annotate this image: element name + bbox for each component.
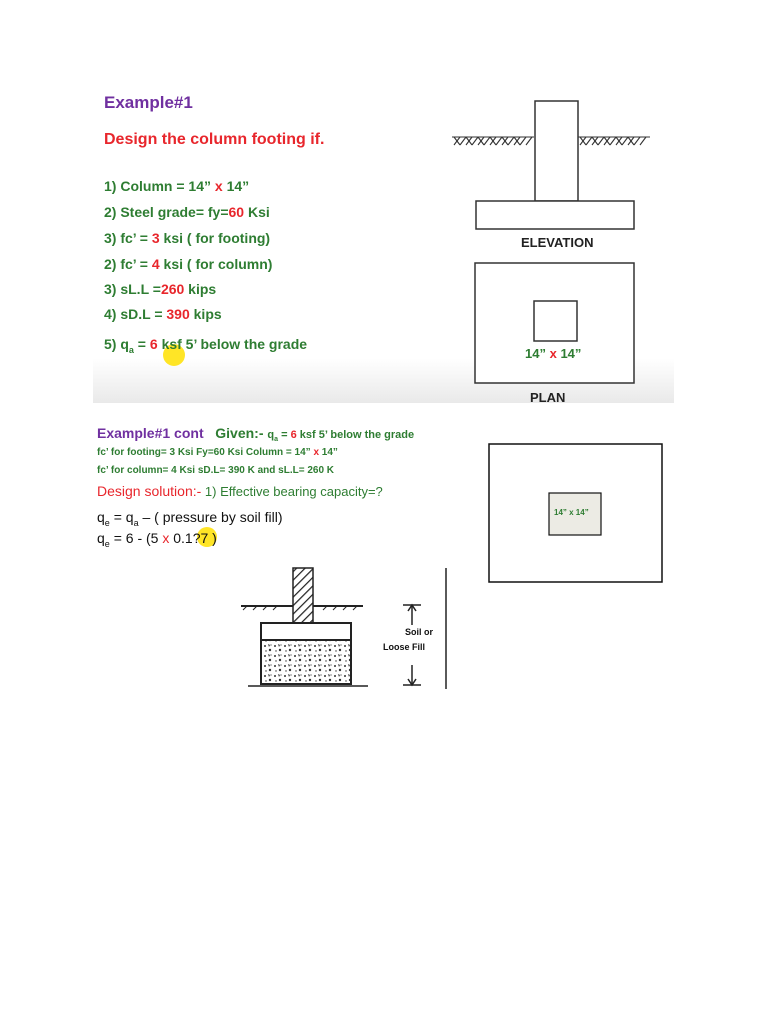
equation-2: $q_e = 6 - (5$ x 0.1?7 ) xyxy=(97,530,217,549)
column-elevation xyxy=(535,101,578,201)
slide1-subtitle: Design the column footing if. xyxy=(104,131,325,148)
plan-dimension-label: 14” x 14” xyxy=(525,346,582,361)
plan-dimension-label-2: 14” x 14” xyxy=(554,508,589,517)
plan-label: PLAN xyxy=(530,390,566,403)
list-item-fc-column: 2) fc’ = 4 ksi ( for column) xyxy=(104,256,273,272)
slide2-title: Example#1 cont Given:- $q_a = 6$ ksf 5’ below the grade xyxy=(97,425,415,444)
list-item-dead-load: 4) sD.L = 390 kips xyxy=(104,306,222,322)
list-item-live-load: 3) sL.L =260 kips xyxy=(104,281,217,297)
given-line-3: fc’ for column= 4 Ksi sD.L= 390 K and sL.L= 260 K xyxy=(97,465,335,476)
list-item-fc-footing: 3) fc’ = 3 ksi ( for footing) xyxy=(104,230,271,246)
elevation-drawing xyxy=(448,85,674,255)
list-item-column: 1) Column = 14” x 14” xyxy=(104,178,250,194)
soil-label-2: Loose Fill xyxy=(383,642,426,652)
slide-example-1 xyxy=(93,85,674,403)
plan-drawing xyxy=(473,261,638,387)
list-item-bearing-capacity: 5) $q_a = 6$ ksf 5’ below the grade xyxy=(104,336,308,355)
soil-fill-layer xyxy=(261,623,351,640)
given-line-2: fc’ for footing= 3 Ksi Fy=60 Ksi Column = 14” x 14” xyxy=(97,447,338,458)
slide-example-1-cont xyxy=(93,418,674,689)
ground-hatch-left xyxy=(452,137,534,145)
slide1-title: Example#1 xyxy=(104,93,193,112)
footing-elevation xyxy=(476,201,634,229)
footing-section-drawing xyxy=(233,563,458,689)
ground-hatch-right xyxy=(578,137,650,145)
elevation-label: ELEVATION xyxy=(521,235,594,250)
soil-label-1: Soil or xyxy=(405,627,434,637)
design-solution-line: Design solution:- 1) Effective bearing capacity=? xyxy=(97,483,383,499)
concrete-footing xyxy=(261,640,351,684)
column-plan xyxy=(534,301,577,341)
column-section xyxy=(293,568,313,623)
equation-1: $q_e = q_a$ – ( pressure by soil fill) xyxy=(97,509,283,528)
list-item-steel-grade: 2) Steel grade= fy=60 Ksi xyxy=(104,204,270,220)
